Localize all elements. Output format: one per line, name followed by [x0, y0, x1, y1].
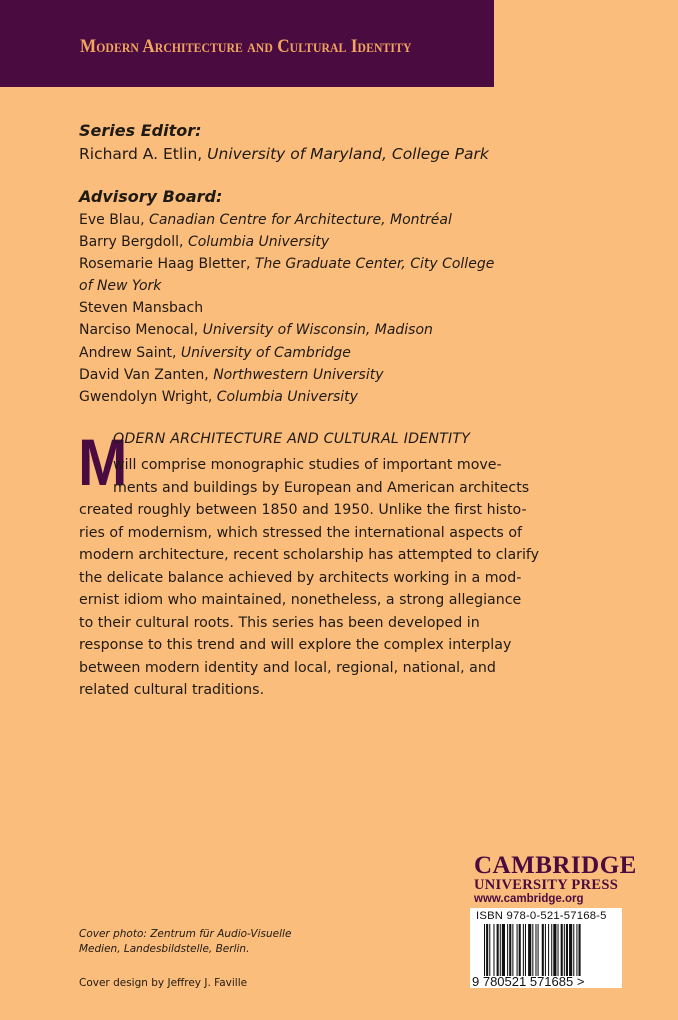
board-member-name: Rosemarie Haag Bletter, [79, 256, 251, 272]
description-line: between modern identity and local, regional, national, and [79, 660, 496, 676]
isbn-barcode [470, 908, 622, 988]
board-member [79, 300, 203, 316]
series-title: Modern Architecture and Cultural Identity [80, 36, 412, 57]
series-banner [0, 0, 494, 87]
drop-cap: M [78, 425, 128, 499]
board-member [79, 212, 452, 228]
publisher-logo-name: CAMBRIDGE [474, 852, 637, 879]
description-line: related cultural traditions. [79, 682, 265, 698]
description-line: to their cultural roots. This series has been developed in [79, 615, 480, 631]
board-member [79, 345, 351, 361]
board-member-name: Narciso Menocal, [79, 322, 199, 338]
barcode-bars [484, 924, 618, 976]
board-member-affiliation: University of Wisconsin, Madison [202, 322, 433, 338]
description-line: ries of modernism, which stressed the international aspects of [79, 525, 523, 541]
board-member [79, 278, 161, 294]
board-member-name: David Van Zanten, [79, 367, 209, 383]
board-member-name: Eve Blau, [79, 212, 145, 228]
description-line: response to this trend and will explore the complex interplay [79, 637, 512, 653]
board-member-affiliation: The Graduate Center, City College [254, 256, 495, 272]
series-editor-heading: Series Editor: [79, 121, 202, 140]
series-editor-affiliation: University of Maryland, College Park [207, 145, 489, 163]
board-member [79, 234, 329, 250]
cover-photo-credit [79, 927, 291, 957]
description-line: ernist idiom who maintained, nonetheless, a strong allegiance [79, 592, 522, 608]
description-series-title: ODERN ARCHITECTURE AND CULTURAL IDENTITY [113, 431, 471, 447]
board-member [79, 256, 494, 272]
barcode-digits: 9 780521 571685 > [472, 974, 585, 989]
cover-photo-credit-line: Medien, Landesbildstelle, Berlin. [79, 943, 250, 955]
description-line: modern architecture, recent scholarship has attempted to clarify [79, 547, 540, 563]
description-line: will comprise monographic studies of important move- [113, 457, 502, 473]
board-member-affiliation: Northwestern University [213, 367, 384, 383]
series-editor-line [79, 145, 489, 163]
board-member-name: Barry Bergdoll, [79, 234, 184, 250]
cover-design-credit: Cover design by Jeffrey J. Faville [79, 977, 248, 989]
advisory-board-heading: Advisory Board: [79, 187, 223, 206]
board-member-affiliation: University of Cambridge [180, 345, 351, 361]
board-member-affiliation: Columbia University [187, 234, 330, 250]
board-member-affiliation: of New York [79, 278, 162, 294]
isbn-number: ISBN 978-0-521-57168-5 [476, 910, 607, 922]
cover-photo-credit-line: Cover photo: Zentrum für Audio-Visuelle [79, 928, 292, 940]
series-editor-name: Richard A. Etlin, [79, 145, 203, 163]
description-line: ments and buildings by European and American architects [113, 480, 530, 496]
board-member [79, 389, 358, 405]
board-member-name: Andrew Saint, [79, 345, 177, 361]
board-member-affiliation: Canadian Centre for Architecture, Montréal [149, 212, 452, 228]
board-member-name: Gwendolyn Wright, [79, 389, 213, 405]
publisher-url: www.cambridge.org [474, 893, 584, 905]
description-line: the delicate balance achieved by architects working in a mod- [79, 570, 522, 586]
publisher-logo-subtitle: UNIVERSITY PRESS [474, 877, 619, 893]
board-member [79, 322, 433, 338]
board-member-affiliation: Columbia University [216, 389, 358, 405]
board-member [79, 367, 384, 383]
description-line: created roughly between 1850 and 1950. Unlike the first histo- [79, 502, 527, 518]
board-member-name: Steven Mansbach [79, 300, 204, 316]
